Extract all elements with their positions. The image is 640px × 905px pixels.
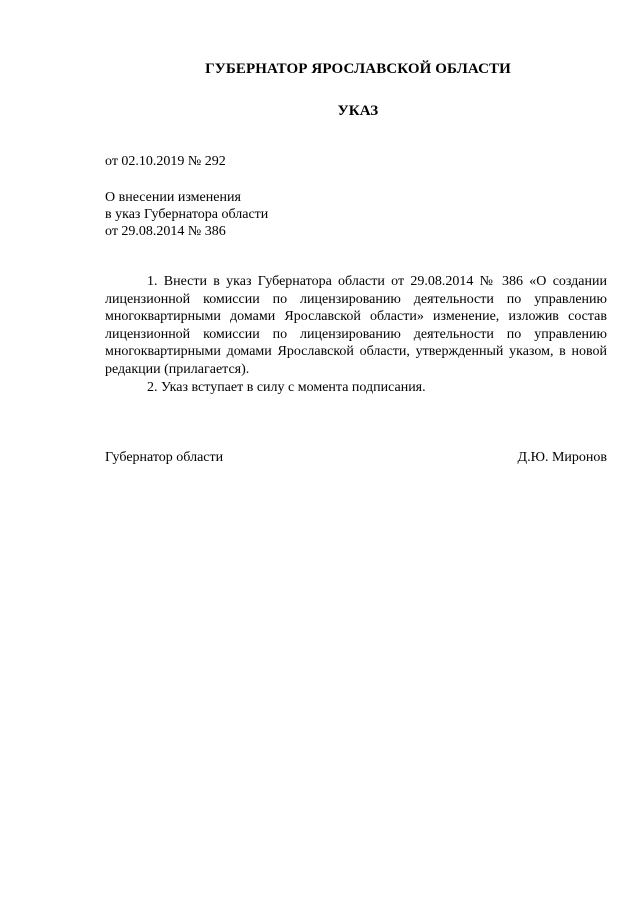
signature-block: [105, 449, 607, 466]
decree-body: [105, 273, 607, 396]
paragraph-2: 2. Указ вступает в силу с момента подписания.: [147, 379, 426, 395]
document-type-heading: УКАЗ: [337, 103, 379, 119]
subject-line-2: в указ Губернатора области: [105, 207, 269, 222]
decree-date-number: от 02.10.2019 № 292: [105, 154, 226, 169]
subject-line-3: от 29.08.2014 № 386: [105, 224, 226, 239]
signatory-name: Д.Ю. Миронов: [517, 450, 607, 465]
signatory-position: Губернатор области: [105, 450, 224, 465]
paragraph-1: 1. Внести в указ Губернатора области от 29.08.2014 № 386 «О создании лицензионной комиссии по лицензированию деятельности по управлению многоквартирными домами Ярославской области» изменение, изложив состав лицензионной комиссии по лицензированию деятельности по управлению многоквартирными домами Ярославской области, утвержденный указом, в новой редакции (прилагается).: [105, 274, 607, 377]
subject-line-1: О внесении изменения: [105, 190, 241, 205]
authority-heading: ГУБЕРНАТОР ЯРОСЛАВСКОЙ ОБЛАСТИ: [205, 61, 511, 77]
